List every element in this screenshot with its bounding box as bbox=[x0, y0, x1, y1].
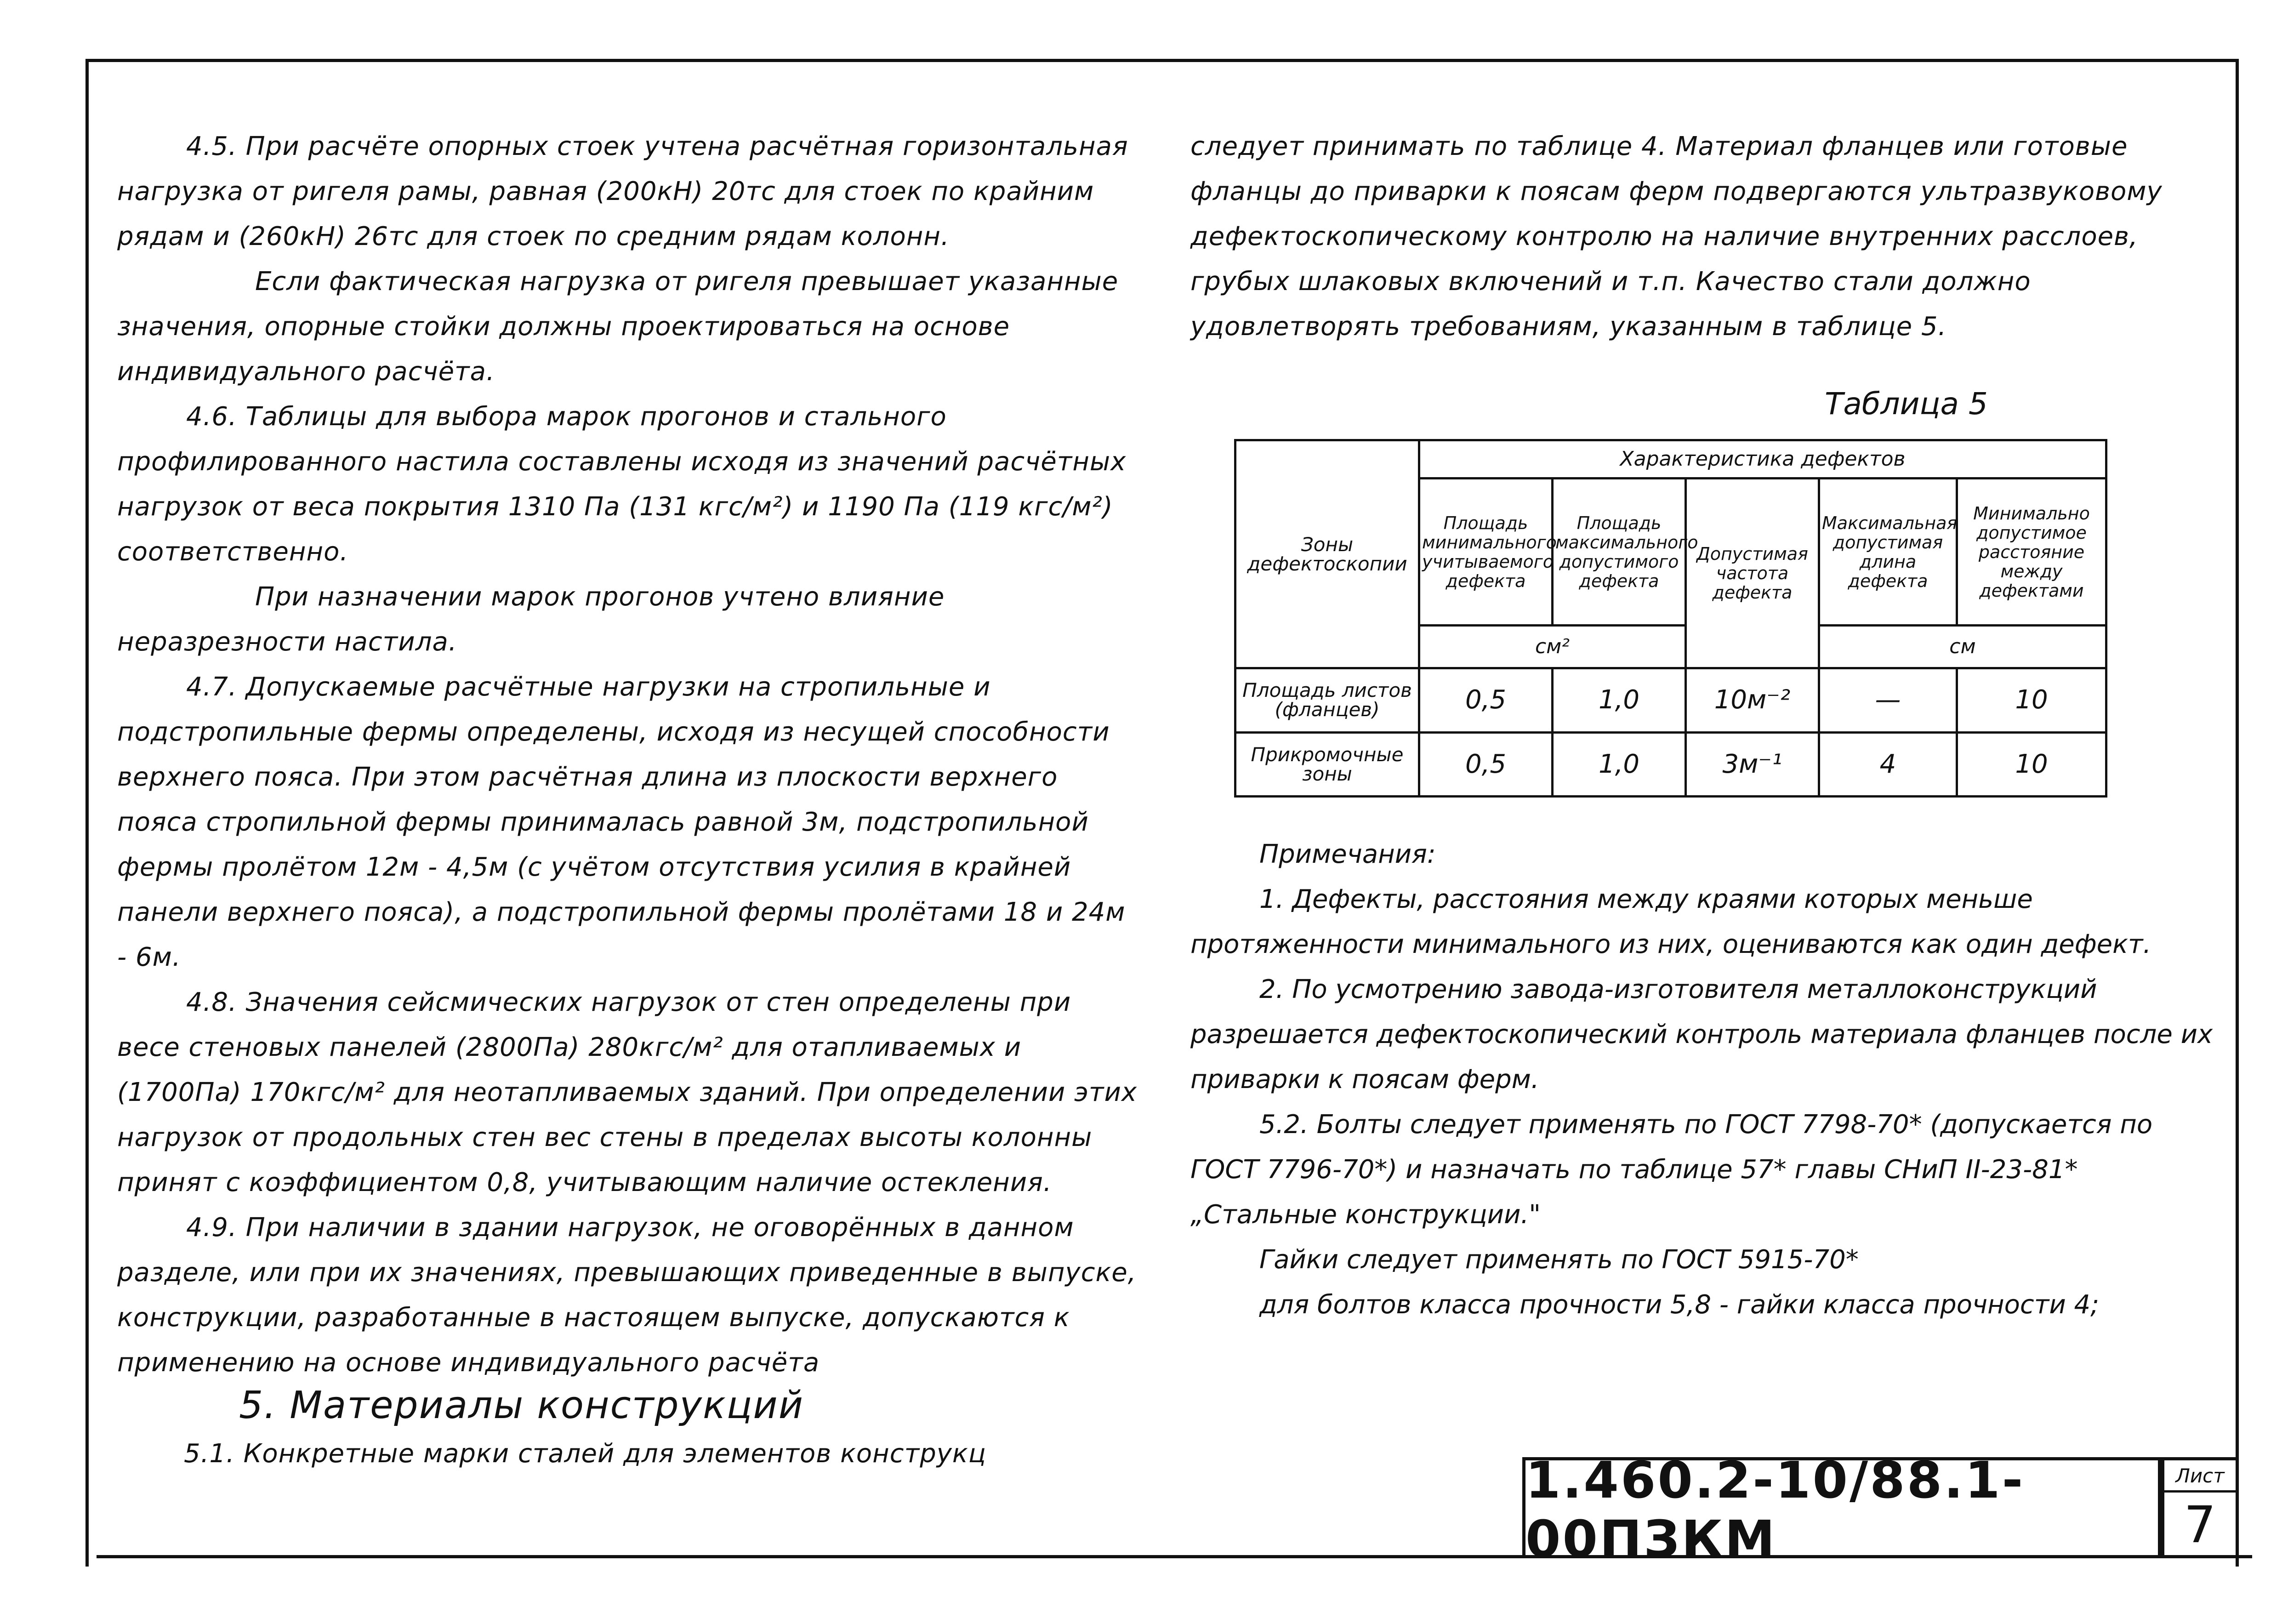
zone-cell: Прикромочные зоны bbox=[1235, 732, 1419, 796]
column-header: Минимально допустимое расстояние между дефектами bbox=[1957, 479, 2106, 626]
paragraph-continued: следует принимать по таблице 4. Материал фланцев или готовые фланцы до приварки к поясам ферм подвергаются ультразвуковому дефектоскопическому контролю на наличие внутренних расслоев, грубых шлаковых включений и т.п. Качество стали должно удовлетворять требованиям, указанным в таблице 5. bbox=[1190, 131, 2163, 342]
paragraph-4-5b: Если фактическая нагрузка от ригеля превышает указанные значения, опорные стойки должны проектироваться на основе индивидуального расчёта. bbox=[117, 267, 1119, 387]
value-cell: 1,0 bbox=[1553, 732, 1686, 796]
column-header: Площадь максимального допустимого дефекта bbox=[1553, 479, 1686, 626]
zones-header: Зоны дефектоскопии bbox=[1235, 440, 1419, 668]
paragraph-4-9: 4.9. При наличии в здании нагрузок, не оговорённых в данном разделе, или при их значениях, превышающих приведенные в выпуске, конструкции, разработанные в настоящем выпуске, допускаются к применению на основе индивидуального расчёта bbox=[117, 1213, 1137, 1378]
column-header: Площадь минимального учитываемого дефекта bbox=[1419, 479, 1553, 626]
table-title: Таблица 5 bbox=[1825, 386, 1988, 422]
unit-area: см² bbox=[1419, 626, 1686, 668]
note-1: 1. Дефекты, расстояния между краями которых меньше протяженности минимального из них, оцениваются как один дефект. bbox=[1190, 884, 2151, 959]
value-cell: — bbox=[1819, 668, 1957, 732]
zone-cell: Площадь листов (фланцев) bbox=[1235, 668, 1419, 732]
note-2: 2. По усмотрению завода-изготовителя металлоконструкций разрешается дефектоскопический контроль материала фланцев после их приварки к поясам ферм. bbox=[1190, 974, 2213, 1094]
value-cell: 10 bbox=[1957, 668, 2106, 732]
column-header: Максимальная допустимая длина дефекта bbox=[1819, 479, 1957, 626]
paragraph-5-1: 5.1. Конкретные марки сталей для элементов конструкц bbox=[184, 1439, 986, 1469]
table-row bbox=[1235, 668, 2106, 732]
paragraph-5-2b: Гайки следует применять по ГОСТ 5915-70* bbox=[1259, 1245, 1859, 1275]
characteristic-header: Характеристика дефектов bbox=[1419, 440, 2106, 479]
paragraph-4-6: 4.6. Таблицы для выбора марок прогонов и стального профилированного настила составлены исходя из значений расчётных нагрузок от веса покрытия 1310 Па (131 кгс/м²) и 1190 Па (119 кгс/м²) соответственно. bbox=[117, 402, 1127, 567]
document-code-stamp: 1.460.2-10/88.1-00ПЗКМ bbox=[1522, 1457, 2161, 1558]
notes-block bbox=[1190, 832, 2220, 1328]
section-heading: 5. Материалы конструкций bbox=[239, 1384, 804, 1427]
paragraph-5-2c: для болтов класса прочности 5,8 - гайки класса прочности 4; bbox=[1259, 1290, 2100, 1320]
value-cell: 1,0 bbox=[1553, 668, 1686, 732]
table-row bbox=[1235, 732, 2106, 796]
value-cell: 10 bbox=[1957, 732, 2106, 796]
sheet-box bbox=[2161, 1457, 2239, 1558]
paragraph-4-7: 4.7. Допускаемые расчётные нагрузки на стропильные и подстропильные фермы определены, исходя из несущей способности верхнего пояса. При этом расчётная длина из плоскости верхнего пояса стропильной фермы принималась равной 3м, подстропильной фермы пролётом 12м - 4,5м (с учётом отсутствия усилия в крайней панели верхнего пояса), а подстропильной фермы пролётами 18 и 24м - 6м. bbox=[117, 672, 1126, 972]
defects-table bbox=[1234, 439, 2107, 798]
sheet-number: 7 bbox=[2184, 1495, 2216, 1554]
paragraph-4-5: 4.5. При расчёте опорных стоек учтена расчётная горизонтальная нагрузка от ригеля рамы, равная (200кН) 20тс для стоек по крайним рядам и (260кН) 26тс для стоек по средним рядам колонн. bbox=[117, 131, 1128, 251]
left-column bbox=[117, 124, 1138, 1385]
paragraph-4-8: 4.8. Значения сейсмических нагрузок от стен определены при весе стеновых панелей (2800Па) 280кгс/м² для отапливаемых и (1700Па) 170кгс/м² для неотапливаемых зданий. При определении этих нагрузок от продольных стен вес стены в пределах высоты колонны принят с коэффициентом 0,8, учитывающим наличие остекления. bbox=[117, 987, 1138, 1197]
value-cell: 3м⁻¹ bbox=[1686, 732, 1819, 796]
paragraph-4-6b: При назначении марок прогонов учтено влияние неразрезности настила. bbox=[117, 582, 945, 657]
value-cell: 0,5 bbox=[1419, 732, 1553, 796]
unit-length: см bbox=[1819, 626, 2106, 668]
value-cell: 4 bbox=[1819, 732, 1957, 796]
value-cell: 10м⁻² bbox=[1686, 668, 1819, 732]
sheet-label: Лист bbox=[2164, 1460, 2236, 1493]
notes-title: Примечания: bbox=[1259, 839, 1436, 869]
paragraph-5-2: 5.2. Болты следует применять по ГОСТ 7798-70* (допускается по ГОСТ 7796-70*) и назначать по таблице 57* главы СНиП II-23-81* „Стальные конструкции." bbox=[1190, 1110, 2153, 1230]
right-column bbox=[1190, 124, 2220, 349]
value-cell: 0,5 bbox=[1419, 668, 1553, 732]
column-header: Допустимая частота дефекта bbox=[1686, 479, 1819, 668]
